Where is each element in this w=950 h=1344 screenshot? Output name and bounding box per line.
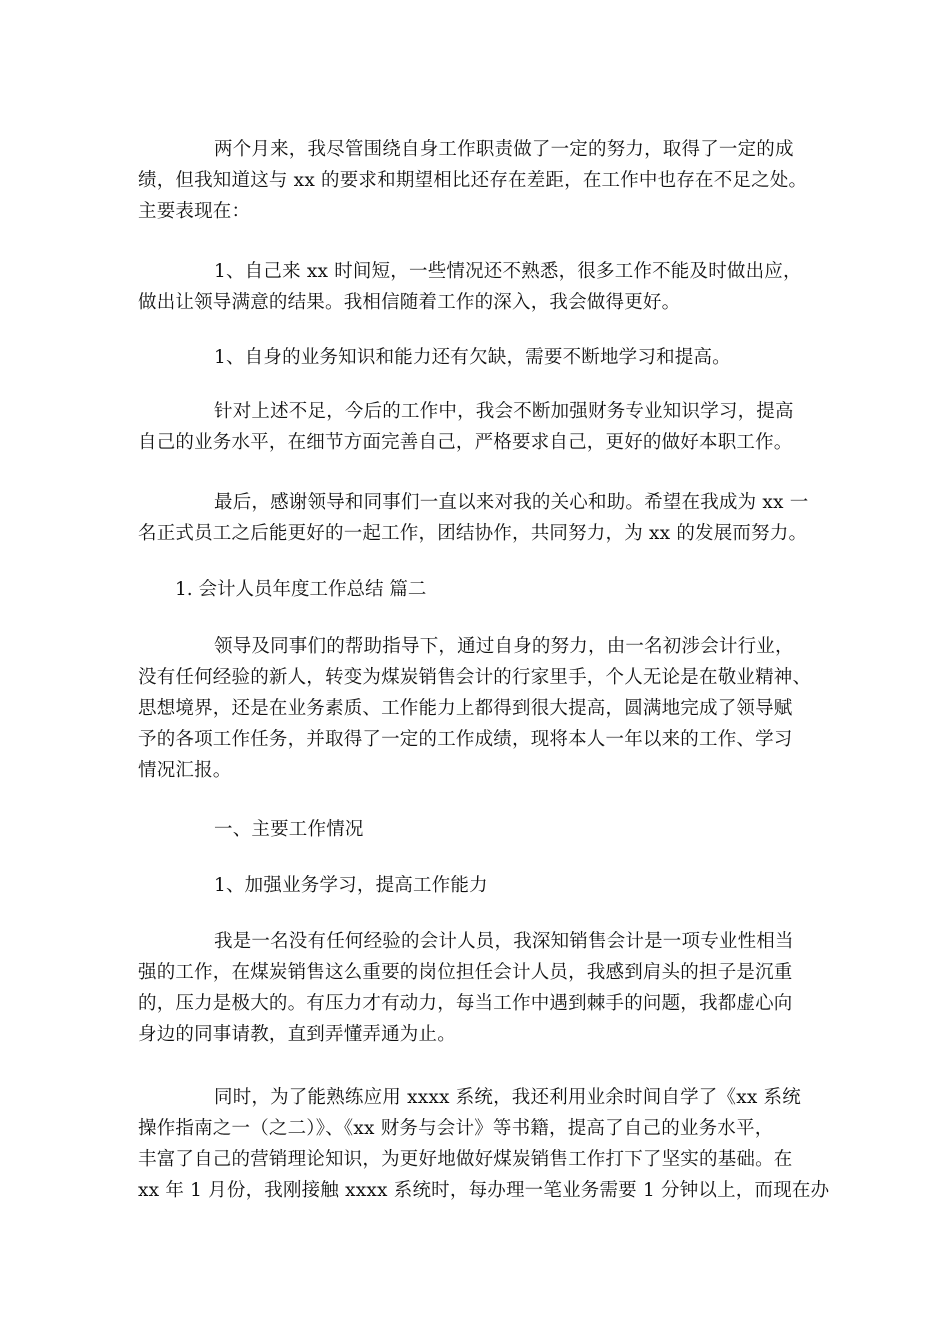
- text-line: 针对上述不足，今后的工作中，我会不断加强财务专业知识学习，提高: [214, 401, 794, 422]
- paragraph-shortcoming-1: [138, 256, 818, 318]
- text-line: 1、自己来 xx 时间短，一些情况还不熟悉，很多工作不能及时做出应，: [214, 261, 802, 282]
- text-line: 1、加强业务学习，提高工作能力: [214, 875, 488, 896]
- text-line: 名正式员工之后能更好的一起工作，团结协作，共同努力，为 xx 的发展而努力。: [138, 523, 808, 544]
- text-line: 绩，但我知道这与 xx 的要求和期望相比还存在差距，在工作中也存在不足之处。: [138, 170, 808, 191]
- text-line: 强的工作，在煤炭销售这么重要的岗位担任会计人员，我感到肩头的担子是沉重: [138, 962, 793, 983]
- text-line: 一、主要工作情况: [214, 819, 364, 840]
- text-line: 领导及同事们的帮助指导下，通过自身的努力，由一名初涉会计行业，: [214, 636, 794, 657]
- text-line: 我是一名没有任何经验的会计人员，我深知销售会计是一项专业性相当: [214, 931, 794, 952]
- text-line: 自己的业务水平，在细节方面完善自己，严格要求自己，更好的做好本职工作。: [138, 432, 793, 453]
- text-line: 两个月来，我尽管围绕自身工作职责做了一定的努力，取得了一定的成: [214, 139, 794, 160]
- text-line: 做出让领导满意的结果。我相信随着工作的深入，我会做得更好。: [138, 292, 681, 313]
- text-line: 的，压力是极大的。有压力才有动力，每当工作中遇到棘手的问题，我都虚心向: [138, 993, 793, 1014]
- text-line: 丰富了自己的营销理论知识，为更好地做好煤炭销售工作打下了坚实的基础。在: [138, 1149, 793, 1170]
- text-line: 没有任何经验的新人，转变为煤炭销售会计的行家里手，个人无论是在敬业精神、: [138, 667, 812, 688]
- text-line: 情况汇报。: [138, 760, 232, 781]
- text-line: 予的各项工作任务，并取得了一定的工作成绩，现将本人一年以来的工作、学习: [138, 729, 793, 750]
- text-line: 操作指南之一（之二）》、《xx 财务与会计》等书籍，提高了自己的业务水平，: [138, 1118, 774, 1139]
- paragraph-shortcoming-2: [138, 342, 818, 373]
- subheading-main-work: [138, 814, 818, 845]
- text-line: 主要表现在：: [138, 201, 251, 222]
- subheading-strengthen-learning: [138, 870, 818, 901]
- text-line: 同时，为了能熟练应用 xxxx 系统，我还利用业余时间自学了《xx 系统: [214, 1087, 801, 1108]
- paragraph-improvement-plan: [138, 396, 818, 458]
- text-line: 思想境界，还是在业务素质、工作能力上都得到很大提高，圆满地完成了领导赋: [138, 698, 793, 719]
- paragraph-system-learning: [138, 1082, 830, 1206]
- paragraph-shortcomings-intro: [138, 134, 818, 227]
- paragraph-thanks: [138, 487, 818, 549]
- section-heading: 1. 会计人员年度工作总结 篇二: [175, 579, 427, 600]
- text-line: 最后，感谢领导和同事们一直以来对我的关心和助。希望在我成为 xx 一: [214, 492, 809, 513]
- text-line: 1、自身的业务知识和能力还有欠缺，需要不断地学习和提高。: [214, 347, 731, 368]
- paragraph-part2-intro: [138, 631, 818, 786]
- text-line: xx 年 1 月份，我刚接触 xxxx 系统时，每办理一笔业务需要 1 分钟以上，而现在办: [138, 1180, 830, 1201]
- paragraph-learning-experience: [138, 926, 818, 1050]
- text-line: 身边的同事请教，直到弄懂弄通为止。: [138, 1024, 456, 1045]
